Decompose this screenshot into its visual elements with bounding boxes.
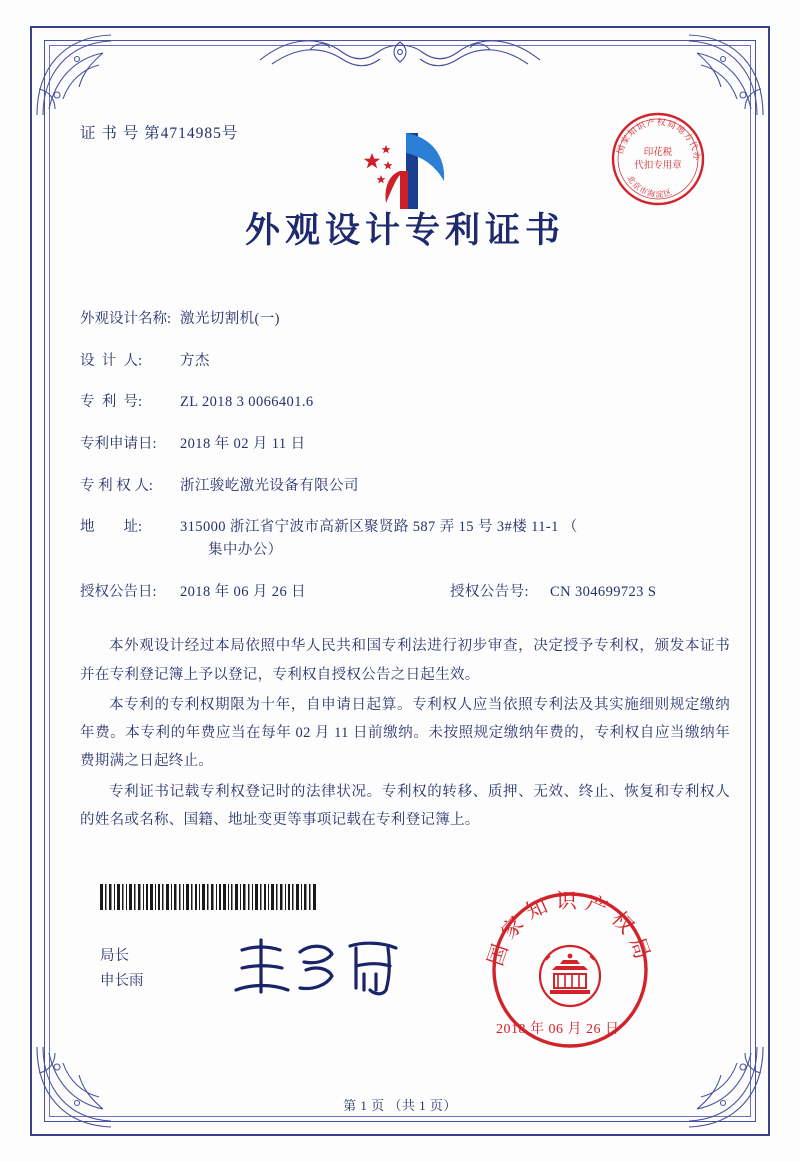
legal-paragraph-2: 本专利的专利权期限为十年，自申请日起算。专利权人应当依照专利法及其实施细则规定缴纳年费。本专利的年费应当在每年 02 月 11 日前缴纳。未按照规定缴纳年费的，专利权自应当缴纳年费期满之日起终止。	[80, 696, 730, 770]
field-label: 专利申请日:	[80, 436, 157, 453]
ornament-corner-bottom-left-icon	[33, 1043, 153, 1133]
ornament-corner-bottom-right-icon	[647, 1043, 767, 1133]
field-value-line2: 集中办公）	[208, 542, 283, 559]
field-design-name	[80, 311, 730, 328]
field-grant-publication	[80, 584, 730, 601]
field-label-grant-date: 授权公告日:	[80, 583, 157, 600]
legal-paragraph-3: 专利证书记载专利权登记时的法律状况。专利权的转移、质押、无效、终止、恢复和专利权人的姓名或名称、国籍、地址变更等事项记载在专利登记簿上。	[80, 783, 730, 828]
svg-text:国家知识产权局地方代办: 国家知识产权局地方代办	[614, 116, 703, 162]
page-footer: 第 1 页 （共 1 页）	[343, 1098, 457, 1113]
svg-text:北京市海淀区: 北京市海淀区	[625, 173, 674, 200]
legal-text	[80, 632, 730, 834]
svg-text:印花税: 印花税	[643, 148, 673, 158]
certificate-number: 证 书 号 第4714985号	[80, 125, 239, 142]
field-grant-values	[180, 584, 730, 601]
barcode	[100, 884, 320, 910]
field-value-grant-number: CN 304699723 S	[550, 583, 657, 600]
field-address	[80, 519, 730, 558]
field-value: 2018 年 02 月 11 日	[180, 436, 306, 453]
field-value: 激光切割机(一)	[180, 311, 280, 327]
field-value: 浙江骏屹激光设备有限公司	[180, 477, 359, 494]
field-label: 地 址:	[80, 519, 143, 536]
field-label-grant-number: 授权公告号:	[450, 583, 529, 600]
document-title: 外观设计专利证书	[244, 211, 565, 250]
director-name: 申长雨	[100, 972, 144, 989]
stamp-duty-seal-icon	[604, 105, 712, 213]
handwritten-signature-icon	[228, 932, 418, 1004]
ornament-top-scroll-icon	[250, 30, 550, 76]
certificate-content	[80, 105, 730, 836]
cnipa-logo-icon	[340, 123, 470, 223]
field-value-grant-date: 2018 年 06 月 26 日	[180, 583, 307, 600]
legal-paragraph-1: 本外观设计经过本局依照中华人民共和国专利法进行初步审查，决定授予专利权，颁发本证书并在专利登记簿上予以登记，专利权自授权公告之日起生效。	[80, 638, 730, 683]
seal-date: 2018 年 06 月 26 日	[496, 1022, 620, 1037]
field-label: 设 计 人:	[80, 352, 143, 369]
field-value: 方杰	[180, 352, 210, 369]
director-block	[100, 944, 144, 993]
field-label: 专 利 号:	[80, 394, 143, 411]
field-label: 外观设计名称:	[80, 311, 172, 327]
field-designer	[80, 353, 730, 370]
director-title: 局长	[100, 948, 129, 964]
field-value-line1: 315000 浙江省宁波市高新区聚贤路 587 弄 15 号 3#楼 11-1 （	[180, 519, 578, 536]
svg-text:国家知识产权局: 国家知识产权局	[483, 888, 657, 969]
field-value: ZL 2018 3 0066401.6	[180, 394, 314, 411]
field-patentee	[80, 478, 730, 495]
field-label: 专 利 权 人:	[80, 477, 153, 494]
field-value	[180, 519, 730, 558]
field-list	[80, 311, 730, 600]
field-patent-number	[80, 394, 730, 411]
svg-text:代扣专用章: 代扣专用章	[634, 161, 682, 171]
field-application-date	[80, 436, 730, 453]
